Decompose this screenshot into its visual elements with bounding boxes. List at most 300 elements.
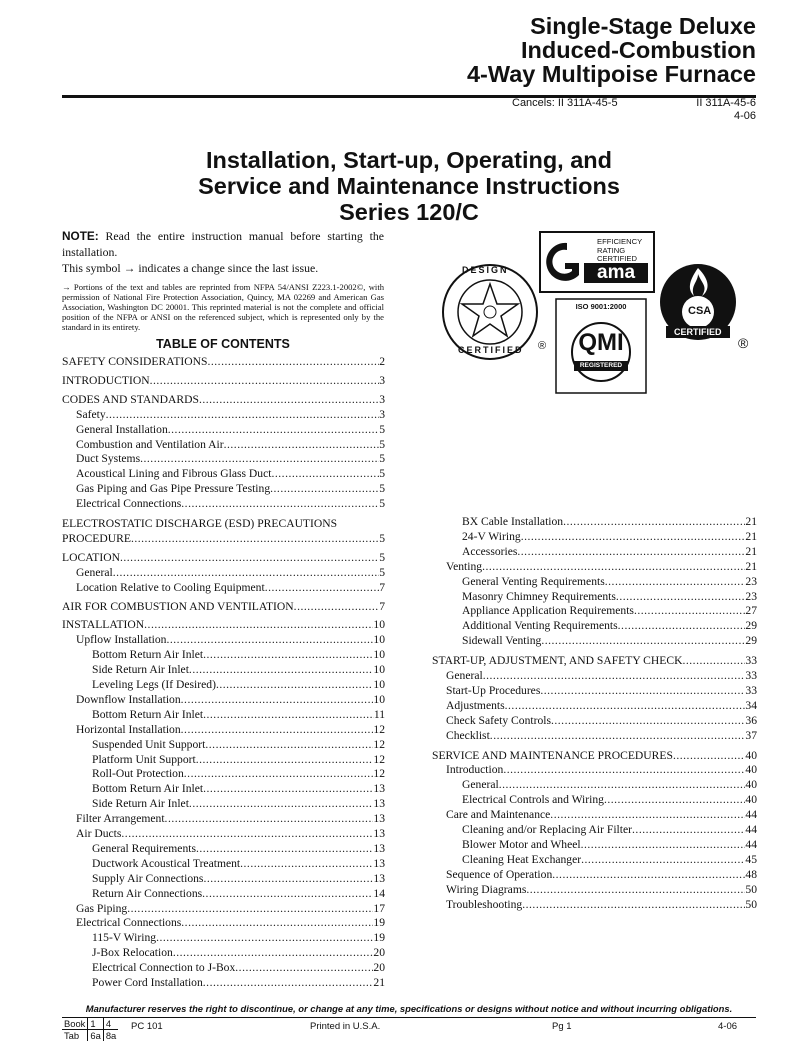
toc-entry-page: 5 bbox=[379, 452, 385, 466]
toc-entry-page: 13 bbox=[373, 841, 385, 855]
toc-entry-title: 24-V Wiring bbox=[462, 529, 521, 543]
toc-leader-dots bbox=[203, 707, 374, 722]
toc-leader-dots bbox=[503, 762, 745, 777]
toc-entry-title: ELECTROSTATIC DISCHARGE (ESD) PRECAUTIONS bbox=[62, 517, 338, 530]
toc-entry-title: LOCATION bbox=[62, 550, 120, 564]
toc-entry-page: 48 bbox=[745, 867, 757, 881]
toc-entry bbox=[62, 354, 385, 369]
tab-value: 6a bbox=[88, 1030, 103, 1042]
toc-entry-title: Location Relative to Cooling Equipment bbox=[76, 580, 265, 594]
toc-entry bbox=[92, 960, 385, 975]
toc-entry bbox=[92, 752, 385, 767]
toc-entry bbox=[62, 531, 385, 546]
toc-entry bbox=[92, 796, 385, 811]
toc-entry-title: BX Cable Installation bbox=[462, 515, 564, 528]
toc-entry-title: Bottom Return Air Inlet bbox=[92, 648, 204, 662]
book-label: Book bbox=[62, 1018, 88, 1030]
toc-leader-dots bbox=[235, 960, 373, 975]
toc-entry bbox=[462, 603, 757, 618]
toc-entry bbox=[62, 392, 385, 407]
toc-entry bbox=[62, 617, 385, 632]
toc-entry-title: General bbox=[446, 669, 483, 682]
toc-leader-dots bbox=[522, 897, 745, 912]
page-number: Pg 1 bbox=[552, 1021, 572, 1032]
toc-leader-dots bbox=[203, 975, 374, 990]
toc-entry bbox=[462, 514, 757, 529]
ama-text bbox=[597, 238, 642, 264]
toc-entry-title: General Requirements bbox=[92, 841, 196, 855]
design-seal-bottom-text: CERTIFIED bbox=[458, 345, 524, 355]
toc-entry-page: 2 bbox=[379, 355, 385, 368]
toc-entry bbox=[76, 722, 385, 737]
toc-entry-page: 21 bbox=[745, 515, 757, 528]
toc-entry-title: Upflow Installation bbox=[76, 633, 167, 647]
toc-entry-title: Adjustments bbox=[446, 698, 505, 712]
toc-entry-title: Filter Arrangement bbox=[76, 812, 165, 826]
toc-leader-dots bbox=[140, 451, 379, 466]
toc-entry-page: 37 bbox=[745, 728, 757, 742]
toc-leader-dots bbox=[604, 792, 745, 807]
toc-leader-dots bbox=[490, 728, 746, 743]
toc-leader-dots bbox=[165, 811, 374, 826]
toc-entry bbox=[462, 618, 757, 633]
main-title-line: Installation, Start-up, Operating, and bbox=[205, 147, 613, 173]
toc-entry-page: 21 bbox=[745, 529, 757, 543]
toc-entry-page: 29 bbox=[745, 619, 757, 633]
toc-entry bbox=[76, 632, 385, 647]
toc-entry-page: 12 bbox=[373, 737, 385, 751]
toc-entry-title: Suspended Unit Support bbox=[92, 737, 206, 751]
toc-entry-page: 34 bbox=[745, 698, 757, 712]
toc-leader-dots bbox=[682, 653, 745, 668]
csa-text: CSA bbox=[688, 305, 712, 317]
cancels-text: Cancels: II 311A-45-5 bbox=[512, 97, 618, 109]
toc-entry bbox=[446, 897, 757, 912]
doc-number-block bbox=[696, 97, 756, 123]
toc-entry-title: Check Safety Controls bbox=[446, 713, 551, 727]
toc-entry bbox=[462, 777, 757, 792]
toc-entry bbox=[446, 668, 757, 683]
footer-date: 4-06 bbox=[718, 1021, 738, 1032]
toc-entry-title: Care and Maintenance bbox=[446, 808, 551, 822]
toc-entry-title: SAFETY CONSIDERATIONS bbox=[62, 355, 208, 368]
tab-label: Tab bbox=[64, 1030, 80, 1041]
footer-rule bbox=[62, 1017, 756, 1018]
toc-entry bbox=[446, 559, 757, 574]
toc-entry-page: 17 bbox=[373, 901, 385, 915]
toc-entry-page: 5 bbox=[379, 550, 385, 564]
toc-leader-dots bbox=[181, 915, 373, 930]
toc-entry-title: Safety bbox=[76, 407, 106, 421]
toc-entry bbox=[462, 589, 757, 604]
toc-entry-title: Return Air Connections bbox=[92, 886, 203, 900]
toc-entry-page: 50 bbox=[745, 897, 757, 911]
toc-leader-dots bbox=[517, 544, 745, 559]
toc-entry-page: 36 bbox=[745, 713, 757, 727]
toc-entry bbox=[76, 422, 385, 437]
toc-entry-page: 10 bbox=[373, 678, 385, 691]
toc-leader-dots bbox=[526, 882, 745, 897]
symbol-line: This symbol → indicates a change since the last issue. bbox=[62, 261, 319, 275]
toc-entry-title: Downflow Installation bbox=[76, 692, 181, 706]
toc-leader-dots bbox=[203, 647, 373, 662]
toc-leader-dots bbox=[131, 531, 379, 546]
toc-entry-title: Air Ducts bbox=[76, 827, 122, 840]
toc-leader-dots bbox=[482, 559, 745, 574]
toc-entry-title: Power Cord Installation bbox=[92, 976, 203, 989]
toc-entry bbox=[92, 886, 385, 901]
registered-mark: ® bbox=[738, 335, 749, 351]
toc-leader-dots bbox=[632, 822, 745, 837]
toc-entry-page: 3 bbox=[379, 392, 385, 406]
toc-entry-title: Blower Motor and Wheel bbox=[462, 837, 581, 851]
doc-number: II 311A-45-6 bbox=[696, 97, 756, 109]
toc-entry-page: 12 bbox=[373, 752, 385, 766]
toc-entry-title: Cleaning and/or Replacing Air Filter bbox=[462, 823, 633, 836]
toc-entry-page: 13 bbox=[373, 856, 385, 870]
toc-leader-dots bbox=[202, 886, 373, 901]
main-title-line: Series 120/C bbox=[339, 199, 479, 225]
toc-leader-dots bbox=[541, 633, 745, 648]
csa-certified-text: CERTIFIED bbox=[674, 327, 722, 337]
toc-entry-title: Bottom Return Air Inlet bbox=[92, 707, 204, 721]
toc-entry bbox=[76, 496, 385, 511]
toc-entry-page: 20 bbox=[373, 946, 385, 960]
toc-entry-page: 10 bbox=[373, 692, 385, 706]
nfpa-notice: → Portions of the text and tables are reprinted from NFPA 54/ANSI Z223.1-2002©, with permission of National Fire Protection Association, Quincy, MA 02269 and American Gas Association, Washington DC 20001. This reprinted material is not the complete and official position of the NFPA or ANSI on the referenced subject, which is represented only by the standard in its entirety. bbox=[62, 282, 384, 332]
toc-leader-dots bbox=[673, 748, 745, 763]
toc-leader-dots bbox=[550, 807, 745, 822]
toc-leader-dots bbox=[240, 856, 373, 871]
toc-entry-page: 33 bbox=[745, 654, 757, 668]
toc-entry bbox=[92, 766, 385, 781]
toc-entry bbox=[432, 748, 757, 763]
toc-entry bbox=[92, 707, 385, 722]
toc-entry-title: Supply Air Connections bbox=[92, 871, 204, 885]
toc-entry-title: PROCEDURE bbox=[62, 531, 131, 545]
toc-entry bbox=[446, 698, 757, 713]
toc-entry bbox=[462, 633, 757, 648]
ama-text-line: EFFICIENCY bbox=[597, 237, 643, 246]
toc-entry bbox=[446, 683, 757, 698]
toc-entry bbox=[92, 737, 385, 752]
toc-leader-dots bbox=[499, 777, 746, 792]
toc-entry-title: General bbox=[462, 778, 499, 792]
toc-entry bbox=[92, 781, 385, 796]
toc-entry-page: 12 bbox=[373, 767, 385, 781]
toc-entry-page: 19 bbox=[373, 916, 385, 930]
toc-entry bbox=[462, 574, 757, 589]
toc-leader-dots bbox=[581, 852, 745, 867]
toc-entry-title: Roll-Out Protection bbox=[92, 767, 184, 781]
toc-entry-page: 13 bbox=[373, 871, 385, 885]
toc-entry-title: Leveling Legs (If Desired) bbox=[92, 678, 216, 691]
toc-leader-dots bbox=[563, 514, 745, 529]
toc-entry-title: Acoustical Lining and Fibrous Glass Duct bbox=[76, 467, 272, 481]
toc-entry-page: 5 bbox=[379, 467, 385, 481]
toc-entry bbox=[462, 792, 757, 807]
toc-entry bbox=[76, 437, 385, 452]
toc-entry-title: Side Return Air Inlet bbox=[92, 663, 189, 677]
toc-entry-page: 23 bbox=[745, 589, 757, 603]
toc-entry-title: Electrical Connections bbox=[76, 497, 182, 511]
toc-entry-title: Introduction bbox=[446, 763, 504, 777]
book-value: 1 bbox=[88, 1018, 103, 1030]
toc-entry-page: 21 bbox=[745, 559, 757, 573]
toc-entry bbox=[76, 826, 385, 841]
toc-entry-page: 3 bbox=[379, 373, 385, 387]
toc-entry bbox=[446, 713, 757, 728]
toc-leader-dots bbox=[181, 722, 374, 737]
qmi-registered-text: REGISTERED bbox=[579, 362, 623, 369]
toc-entry bbox=[76, 915, 385, 930]
toc-entry-title: Electrical Connection to J-Box bbox=[92, 961, 236, 975]
toc-entry bbox=[76, 811, 385, 826]
toc-entry-title: Checklist bbox=[446, 728, 490, 742]
toc-entry-page: 10 bbox=[373, 633, 385, 647]
toc-entry-title: General Installation bbox=[76, 422, 168, 436]
toc-leader-dots bbox=[605, 574, 746, 589]
note-text: Read the entire instruction manual before starting the installation. bbox=[62, 229, 384, 259]
toc-entry-title: Cleaning Heat Exchanger bbox=[462, 852, 582, 866]
toc-title: TABLE OF CONTENTS bbox=[156, 337, 290, 351]
main-title-line: Service and Maintenance Instructions bbox=[198, 173, 620, 199]
toc-entry-title: Gas Piping and Gas Pipe Pressure Testing bbox=[76, 482, 271, 496]
toc-entry bbox=[446, 882, 757, 897]
toc-leader-dots bbox=[181, 496, 379, 511]
toc-entry-title: Electrical Connections bbox=[76, 916, 182, 930]
toc-leader-dots bbox=[156, 930, 373, 945]
toc-entry-title: General bbox=[76, 565, 113, 579]
toc-entry-page: 12 bbox=[373, 722, 385, 736]
toc-entry-page: 20 bbox=[373, 961, 385, 975]
toc-entry-page: 45 bbox=[745, 852, 757, 866]
toc-entry bbox=[446, 867, 757, 882]
toc-entry-page: 40 bbox=[745, 778, 757, 792]
toc-entry bbox=[92, 945, 385, 960]
tab-value: 8a bbox=[103, 1030, 118, 1042]
toc-entry bbox=[62, 516, 385, 531]
ama-word: ama bbox=[597, 262, 636, 283]
header-rule bbox=[62, 95, 756, 98]
toc-entry-title: General Venting Requirements bbox=[462, 574, 605, 588]
toc-entry bbox=[92, 647, 385, 662]
note-paragraph bbox=[62, 228, 384, 260]
toc-leader-dots bbox=[294, 599, 380, 614]
toc-entry-page: 3 bbox=[379, 407, 385, 421]
toc-entry-page: 5 bbox=[379, 422, 385, 436]
toc-entry-title: Sidewall Venting bbox=[462, 634, 542, 648]
book-value: 4 bbox=[103, 1018, 118, 1030]
toc-entry-page: 14 bbox=[373, 886, 385, 900]
toc-entry bbox=[446, 762, 757, 777]
toc-leader-dots bbox=[189, 796, 373, 811]
toc-leader-dots bbox=[521, 529, 746, 544]
toc-leader-dots bbox=[189, 662, 373, 677]
toc-entry-page: 44 bbox=[745, 823, 757, 836]
toc-entry-page: 5 bbox=[379, 482, 385, 496]
iso-text: ISO 9001:2000 bbox=[575, 302, 627, 311]
toc-leader-dots bbox=[166, 632, 373, 647]
registered-mark: ® bbox=[538, 340, 547, 352]
toc-leader-dots bbox=[120, 550, 379, 565]
toc-leader-dots bbox=[121, 826, 373, 841]
toc-entry-page: 10 bbox=[373, 663, 385, 677]
product-title bbox=[467, 14, 756, 86]
toc-leader-dots bbox=[265, 580, 380, 595]
toc-leader-dots bbox=[196, 841, 373, 856]
qmi-text: QMI bbox=[578, 329, 624, 356]
toc-leader-dots bbox=[551, 713, 745, 728]
toc-entry-title: AIR FOR COMBUSTION AND VENTILATION bbox=[62, 599, 294, 613]
toc-entry-page: 11 bbox=[373, 707, 385, 721]
ama-text-line: RATING bbox=[597, 245, 626, 255]
toc-entry-title: Start-Up Procedures bbox=[446, 683, 541, 697]
toc-leader-dots bbox=[203, 871, 373, 886]
toc-entry-page: 29 bbox=[745, 634, 757, 648]
toc-leader-dots bbox=[483, 668, 746, 683]
toc-entry bbox=[462, 837, 757, 852]
toc-leader-dots bbox=[552, 867, 745, 882]
toc-entry bbox=[76, 481, 385, 496]
toc-leader-dots bbox=[205, 737, 373, 752]
toc-leader-dots bbox=[581, 837, 746, 852]
toc-entry bbox=[462, 852, 757, 867]
toc-leader-dots bbox=[181, 692, 374, 707]
toc-entry-title: Duct Systems bbox=[76, 452, 141, 466]
toc-entry-page: 21 bbox=[745, 544, 757, 558]
toc-leader-dots bbox=[270, 481, 379, 496]
toc-entry-title: Side Return Air Inlet bbox=[92, 797, 189, 811]
toc-entry-page: 13 bbox=[373, 782, 385, 796]
toc-leader-dots bbox=[127, 901, 373, 916]
toc-entry-page: 27 bbox=[745, 604, 757, 618]
toc-entry bbox=[92, 677, 385, 692]
toc-entry-page: 5 bbox=[379, 531, 385, 545]
toc-entry bbox=[62, 550, 385, 565]
toc-entry-page: 7 bbox=[379, 580, 385, 594]
printed-in: Printed in U.S.A. bbox=[310, 1021, 381, 1032]
ama-text-line: CERTIFIED bbox=[597, 254, 637, 263]
toc-leader-dots bbox=[216, 677, 373, 692]
toc-entry-page: 23 bbox=[745, 574, 757, 588]
doc-date: 4-06 bbox=[733, 110, 756, 122]
toc-entry-page: 5 bbox=[379, 497, 385, 511]
toc-entry-title: Horizontal Installation bbox=[76, 722, 181, 736]
toc-entry-title: START-UP, ADJUSTMENT, AND SAFETY CHECK bbox=[432, 654, 683, 668]
toc-entry bbox=[462, 822, 757, 837]
product-title-line: Induced-Combustion bbox=[521, 37, 756, 63]
toc-entry bbox=[446, 807, 757, 822]
toc-entry bbox=[62, 599, 385, 614]
note-label: NOTE: bbox=[62, 229, 99, 243]
toc-entry bbox=[76, 407, 385, 422]
toc-leader-dots bbox=[106, 407, 380, 422]
toc-entry-page: 10 bbox=[373, 618, 385, 632]
toc-entry-title: Troubleshooting bbox=[446, 897, 523, 911]
toc-entry-title: Gas Piping bbox=[76, 901, 128, 915]
gama-logo bbox=[539, 231, 655, 293]
toc-entry-title: Combustion and Ventilation Air bbox=[76, 437, 224, 451]
disclaimer: Manufacturer reserves the right to discontinue, or change at any time, specifications or designs without notice and without incurring obligations. bbox=[85, 1003, 733, 1014]
toc-entry-title: Bottom Return Air Inlet bbox=[92, 782, 204, 796]
toc-entry-page: 5 bbox=[379, 437, 385, 451]
toc-entry bbox=[76, 692, 385, 707]
toc-entry bbox=[92, 662, 385, 677]
toc-leader-dots bbox=[173, 945, 374, 960]
csa-certified-logo bbox=[658, 260, 752, 360]
product-title-line: Single-Stage Deluxe bbox=[530, 13, 756, 39]
toc-entry-title: CODES AND STANDARDS bbox=[62, 392, 199, 406]
toc-leader-dots bbox=[207, 354, 379, 369]
pc-code: PC 101 bbox=[131, 1021, 163, 1032]
toc-entry bbox=[446, 728, 757, 743]
toc-entry bbox=[76, 451, 385, 466]
toc-entry-page: 19 bbox=[373, 931, 385, 945]
toc-entry bbox=[462, 529, 757, 544]
toc-entry-page: 40 bbox=[745, 793, 757, 807]
toc-entry-title: INTRODUCTION bbox=[62, 373, 150, 387]
toc-leader-dots bbox=[616, 589, 745, 604]
toc-entry-page: 33 bbox=[745, 683, 757, 697]
toc-entry bbox=[92, 975, 385, 990]
toc-entry-title: Appliance Application Requirements bbox=[462, 604, 634, 618]
toc-entry bbox=[76, 565, 385, 580]
toc-entry-title: Electrical Controls and Wiring bbox=[462, 793, 604, 807]
toc-leader-dots bbox=[196, 752, 374, 767]
toc-entry-title: 115-V Wiring bbox=[92, 931, 157, 945]
toc-entry-page: 7 bbox=[379, 599, 385, 613]
toc-entry-title: Accessories bbox=[462, 544, 518, 558]
toc-entry bbox=[76, 901, 385, 916]
qmi-logo bbox=[555, 298, 647, 394]
design-certified-seal bbox=[440, 262, 547, 362]
book-tab-box bbox=[62, 1018, 118, 1041]
design-seal-top-text: DESIGN bbox=[462, 265, 509, 275]
toc-entry-page: 13 bbox=[373, 812, 385, 826]
toc-entry-title: Additional Venting Requirements bbox=[462, 619, 618, 633]
toc-leader-dots bbox=[540, 683, 745, 698]
toc-entry-page: 33 bbox=[745, 669, 757, 682]
toc-leader-dots bbox=[634, 603, 745, 618]
toc-entry bbox=[462, 544, 757, 559]
toc-leader-dots bbox=[199, 392, 379, 407]
toc-leader-dots bbox=[203, 781, 373, 796]
toc-leader-dots bbox=[150, 373, 380, 388]
toc-entry-page: 40 bbox=[745, 748, 757, 762]
toc-entry-page: 50 bbox=[745, 882, 757, 896]
toc-entry bbox=[92, 841, 385, 856]
toc-entry bbox=[76, 466, 385, 481]
toc-entry-title: Masonry Chimney Requirements bbox=[462, 589, 616, 603]
toc-leader-dots bbox=[224, 437, 380, 452]
toc-entry-page: 40 bbox=[745, 763, 757, 777]
toc-entry-page: 21 bbox=[373, 976, 385, 989]
toc-leader-dots bbox=[113, 565, 380, 580]
toc-entry bbox=[432, 653, 757, 668]
toc-entry-title: J-Box Relocation bbox=[92, 946, 173, 960]
toc-entry bbox=[92, 871, 385, 886]
toc-entry-page: 10 bbox=[373, 648, 385, 662]
toc-entry-page: 44 bbox=[745, 808, 757, 822]
toc-entry bbox=[92, 856, 385, 871]
toc-leader-dots bbox=[505, 698, 746, 713]
toc-leader-dots bbox=[144, 617, 373, 632]
toc-entry-page: 5 bbox=[379, 565, 385, 579]
toc-leader-dots bbox=[271, 466, 379, 481]
toc-entry-title: INSTALLATION bbox=[62, 618, 145, 632]
toc-leader-dots bbox=[618, 618, 746, 633]
